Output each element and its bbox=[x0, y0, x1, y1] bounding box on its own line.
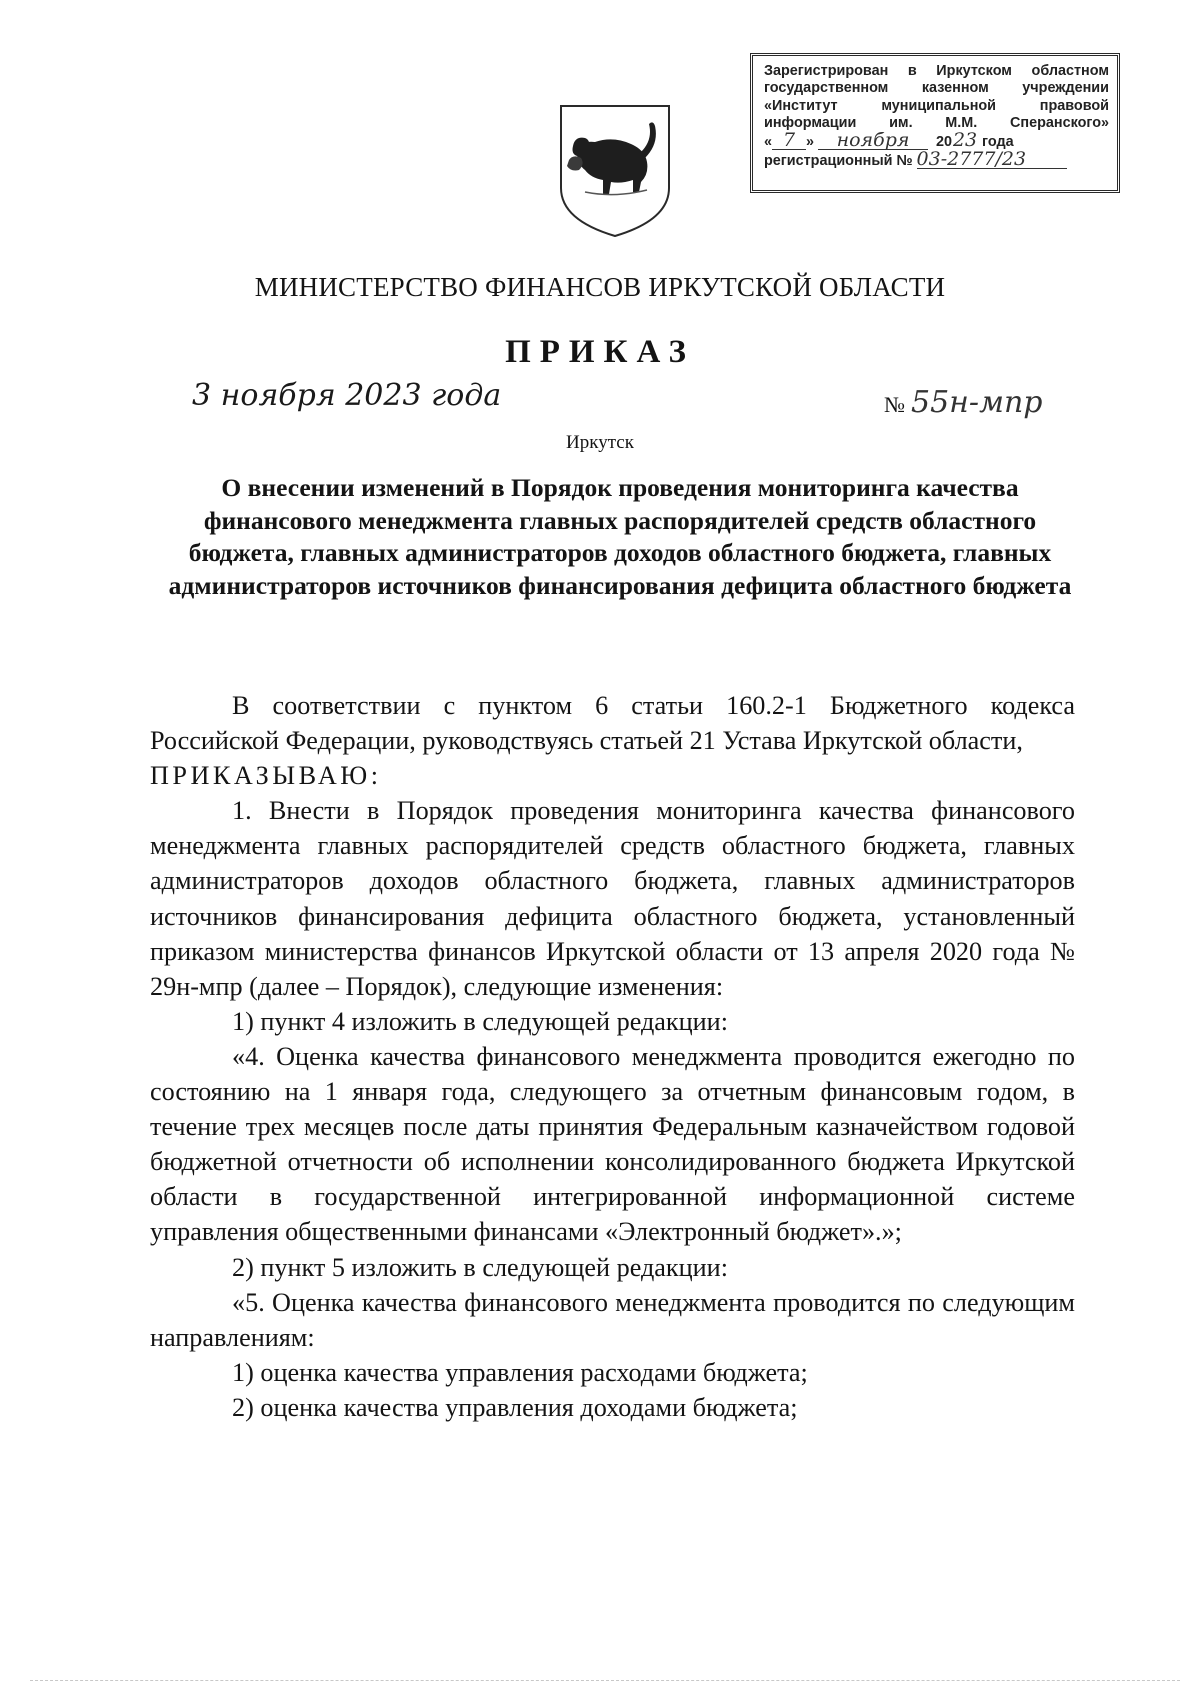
order-word: ПРИКАЗЫВАЮ: bbox=[150, 761, 382, 791]
city: Иркутск bbox=[566, 432, 634, 453]
registration-stamp bbox=[750, 53, 1120, 193]
scan-edge-line bbox=[30, 1680, 1180, 1681]
quote-point-4: «4. Оценка качества финансового менеджмента проводится ежегодно по состоянию на 1 января года, следующего за отчетным финансовым годом, в течение трех месяцев после даты принятия Федеральным казначейством годовой бюджетной отчетности об исполнении консолидированного бюджета Иркутской области в государственной интегрированной информационной системе управления общественными финансами «Электронный бюджет».»; bbox=[150, 1041, 1075, 1247]
quote-point-5: «5. Оценка качества финансового менеджмента проводится по следующим направлениям: bbox=[150, 1287, 1075, 1352]
intro-paragraph: В соответствии с пунктом 6 статьи 160.2-1 Бюджетного кодекса Российской Федерации, руководствуясь статьей 21 Устава Иркутской области, bbox=[150, 691, 1075, 756]
stamp-reg-row bbox=[764, 151, 1109, 170]
order-date: 3 ноября 2023 года bbox=[192, 378, 502, 413]
stamp-month: ноября bbox=[818, 132, 928, 150]
coat-of-arms-emblem bbox=[555, 100, 675, 240]
stamp-line-3: «Институт муниципальной правовой bbox=[764, 97, 1109, 114]
stamp-year-word: года bbox=[982, 134, 1014, 151]
sub-item-1: 1) пункт 4 изложить в следующей редакции: bbox=[232, 1006, 728, 1036]
ministry-name: МИНИСТЕРСТВО ФИНАНСОВ ИРКУТСКОЙ ОБЛАСТИ bbox=[254, 272, 946, 302]
document-type-title: ПРИКАЗ bbox=[505, 334, 695, 370]
stamp-year-prefix: 20 bbox=[936, 134, 953, 151]
document-body bbox=[150, 688, 1075, 1425]
stamp-day: 7 bbox=[772, 132, 806, 150]
direction-2: 2) оценка качества управления доходами бюджета; bbox=[232, 1392, 798, 1422]
stamp-line-4: информации им. М.М. Сперанского» bbox=[764, 114, 1109, 131]
order-number: 55н-мпр bbox=[911, 385, 1043, 420]
order-heading: О внесении изменений в Порядок проведения мониторинга качества финансового менеджмента главных распорядителей средств областного бюджета, главных администраторов доходов областного бюджета, главных администраторов источников финансирования дефицита областного бюджета bbox=[168, 473, 1072, 600]
stamp-line-2: государственном казенном учреждении bbox=[764, 80, 1109, 97]
stamp-reg-number: 03-2777/23 bbox=[917, 151, 1067, 169]
stamp-date-row: « 7 » ноября 2023 года bbox=[764, 132, 1014, 152]
stamp-year-suffix: 23 bbox=[952, 132, 978, 152]
order-number-label: № bbox=[884, 392, 905, 417]
direction-1: 1) оценка качества управления расходами бюджета; bbox=[232, 1357, 808, 1387]
order-number-block bbox=[884, 385, 1042, 420]
stamp-reg-label: регистрационный № bbox=[764, 153, 913, 170]
stamp-line-1: Зарегистрирован в Иркутском областном bbox=[764, 63, 1109, 79]
item-1-paragraph: 1. Внести в Порядок проведения мониторинга качества финансового менеджмента главных распорядителей средств областного бюджета, главных администраторов доходов областного бюджета, главных администраторов источников финансирования дефицита областного бюджета, установленный приказом министерства финансов Иркутской области от 13 апреля 2020 года № 29н-мпр (далее – Порядок), следующие изменения: bbox=[150, 796, 1075, 1001]
sub-item-2: 2) пункт 5 изложить в следующей редакции: bbox=[232, 1252, 728, 1282]
